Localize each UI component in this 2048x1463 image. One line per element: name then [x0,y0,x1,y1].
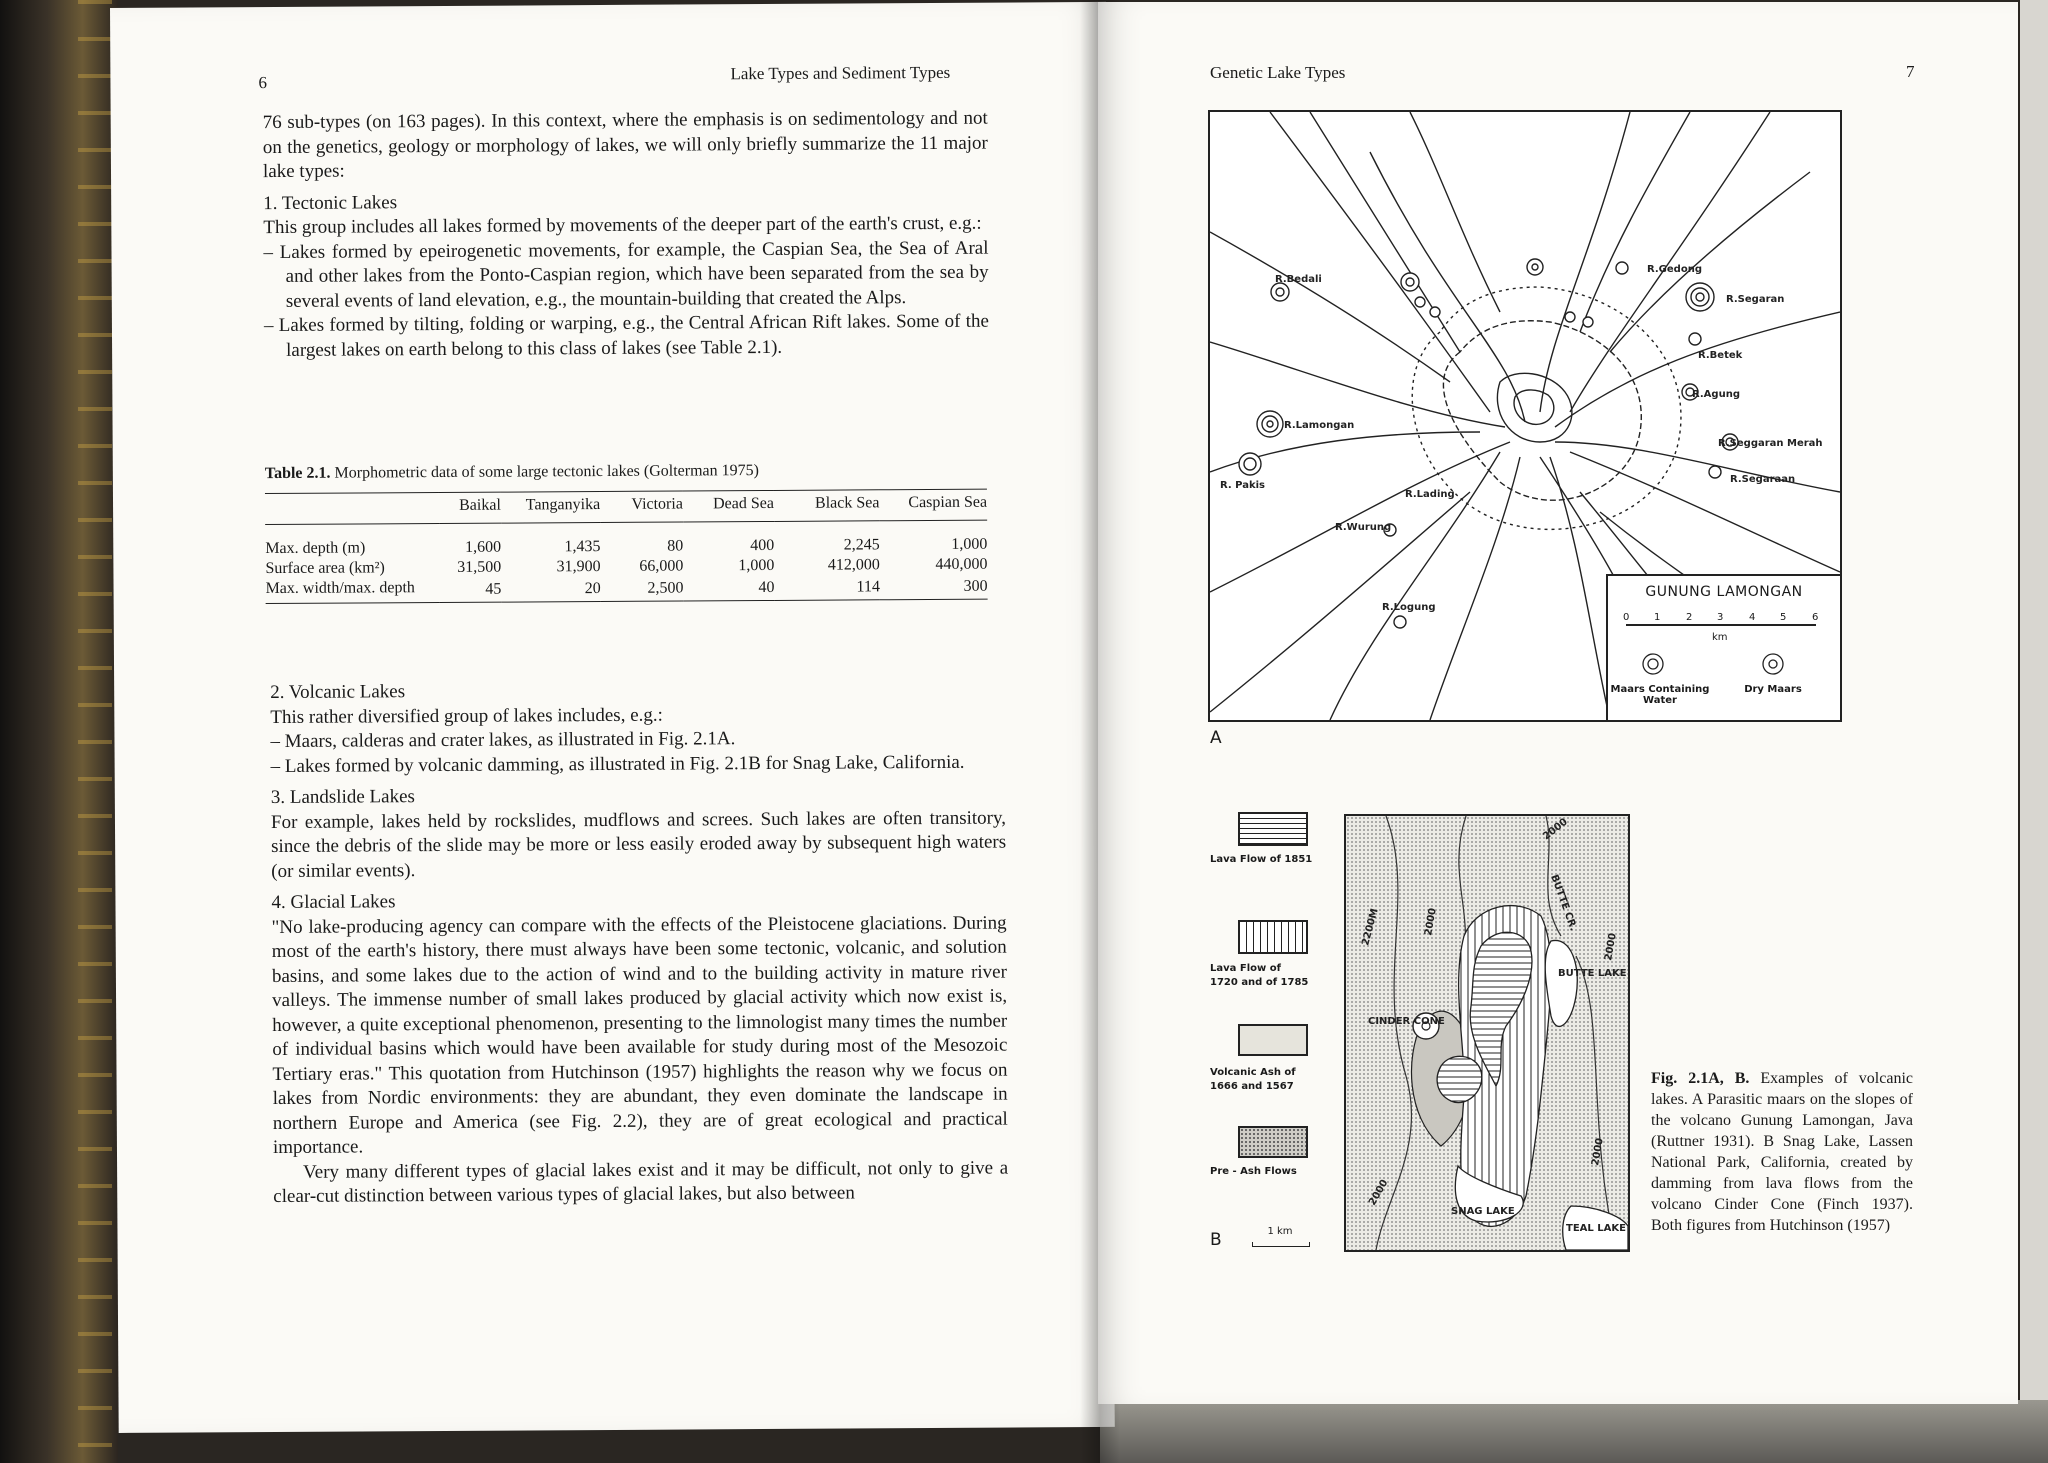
paragraph: This group includes all lakes formed by movements of the deeper part of the earth's crust, e.g.: [263,212,982,239]
table-caption: Table 2.1. Morphometric data of some large tectonic lakes (Golterman 1975) [264,462,759,483]
legend-label: Volcanic Ash of 1666 and 1567 [1210,1067,1296,1092]
list-item: – Lakes formed by tilting, folding or warping, e.g., the Central African Rift lakes. Some of the largest lakes on earth belong to this class of lakes (see Table 2.1). [263,310,989,361]
figure-caption: Fig. 2.1A, B. Examples of volcanic lakes. A Parasitic maars on the slopes of the volcano Gunung Lamongan, Java (Ruttner 1931). B Snag Lake, Lassen National Park, California, created by damming from lava flows from the volcano Cinder Cone (Finch 1937). Both figures from Hutchinson (1957) [1651,1070,1913,1234]
map-label: TEAL LAKE [1566,1223,1626,1234]
map-label: BUTTE LAKE [1558,968,1627,979]
map-label: R.Lading [1405,489,1455,500]
table-row: Surface area (km²) 31,500 31,900 66,000 1,000 412,000 440,000 [265,555,988,578]
map-label: R.Betek [1698,350,1743,361]
page-number: 7 [1906,62,1915,81]
legend-label: Dry Maars [1744,684,1802,695]
map-label: R.Lamongan [1284,420,1355,431]
map-label: BUTTE CR. [1548,873,1579,933]
map-legend [1606,574,1842,722]
contour-label: 2000 [1423,907,1439,937]
map-label: R.Seggaran Merah [1718,438,1823,449]
paragraph: "No lake-producing agency can compare with the effects of the Pleistocene glaciations. During most of the earth's history, there must always have been some tectonic, volcanic, and solution basins, and some lakes due to the action of wind and to the building activity in mature river valleys. The immense number of small lakes produced by glacial activity which now exist is, however, a quite exceptional phenomenon, presenting to the limnologist many times the number of individual basins which would have been available for study during most of the Mesozoic Tertiary eras." This quotation from Hutchinson (1957) highlights the reason why we focus on lakes from Nordic environments: they are abundant, they even dominate the landscape in northern Europe and America (see Fig. 2.2), they are of great ecological and practical importance. [271,912,1008,1159]
list-item: – Maars, calderas and crater lakes, as illustrated in Fig. 2.1A. [270,728,736,753]
text-block-top [263,107,990,363]
page-edge [2020,0,2048,1463]
intro-paragraph: 76 sub-types (on 163 pages). In this context, where the emphasis is on sedimentology and not on the genetics, geology or morphology of lakes, we will only briefly summarize the 11 major lake types: [262,107,988,183]
table-surface [1100,1400,2048,1463]
page-number: 6 [258,73,268,93]
scale-label: 1 km [1267,1226,1293,1237]
legend-label: Pre - Ash Flows [1210,1166,1297,1177]
spine-texture [78,0,112,1463]
paragraph: Very many different types of glacial lakes exist and it may be difficult, not only to give a clear-cut distinction between various types of glacial lakes, but also between [273,1157,1009,1208]
contour-label: 2000 [1603,932,1619,962]
legend-swatch [1238,920,1308,954]
map-label: SNAG LAKE [1451,1206,1515,1217]
map-label: R.Bedali [1275,274,1322,285]
section-heading: 4. Glacial Lakes [271,891,396,914]
legend-swatch [1238,1024,1308,1056]
contour-label: 2000 [1541,816,1570,843]
legend-label: Maars Containing Water [1610,684,1710,706]
map-label: R.Segaraan [1730,474,1796,485]
paragraph: For example, lakes held by rockslides, mudflows and screes. Such lakes are often transitory, since the debris of the slide may be more or less easily eroded away by subsequent high waters (or similar events). [270,807,1007,882]
panel-label: A [1210,728,1222,748]
legend-symbols [1608,646,1840,686]
legend-label: Lava Flow of 1720 and of 1785 [1210,963,1309,988]
list-item: – Lakes formed by epeirogenetic movements, for example, the Caspian Sea, the Sea of Aral and other lakes from the Ponto-Caspian region, which have been separated from the sea by several events of land elevation, e.g., the mountain-building that created the Alps. [263,237,989,312]
map-title: GUNUNG LAMONGAN [1645,584,1803,600]
section-heading: 3. Landslide Lakes [270,786,415,809]
legend-swatch [1238,1126,1308,1158]
snag-lake-drawing [1346,816,1628,1250]
list-item: – Lakes formed by volcanic damming, as illustrated in Fig. 2.1B for Snag Lake, California. [270,751,965,777]
contour-label: 2000 [1590,1137,1606,1167]
map-label: R.Logung [1382,602,1436,613]
map-label: CINDER CONE [1368,1016,1445,1027]
scale-unit: km [1712,632,1728,643]
scale-bar [1252,1242,1310,1247]
morphometric-table [265,489,988,604]
table-2-1 [265,461,996,604]
left-page [110,2,1115,1433]
figure-a-map [1208,110,1842,722]
legend-swatch [1238,812,1308,846]
map-label: R.Segaran [1726,294,1785,305]
figure-b-map [1344,814,1630,1252]
paragraph: This rather diversified group of lakes includes, e.g.: [270,704,663,728]
running-head: Lake Types and Sediment Types [730,62,951,84]
contour-label: 2200M [1360,907,1381,947]
map-label: R.Agung [1692,389,1740,400]
panel-label: B [1210,1230,1222,1250]
table-header-row: Baikal Tanganyika Victoria Dead Sea Black Sea Caspian Sea [265,489,987,524]
contour-label: 2000 [1367,1177,1391,1208]
section-heading: 2. Volcanic Lakes [270,681,406,704]
running-head: Genetic Lake Types [1210,63,1346,82]
right-page [1098,2,2018,1404]
table-row: Max. width/max. depth 45 20 2,500 40 114 300 [265,577,988,598]
map-label: R.Gedong [1647,264,1702,275]
scale-ticks: 0 1 2 3 4 5 6 [1623,612,1819,623]
map-label: R. Pakis [1220,480,1266,491]
table-row: Max. depth (m) 1,600 1,435 80 400 2,245 1,000 [265,535,988,558]
section-heading: 1. Tectonic Lakes [263,191,398,214]
text-block-bottom [270,677,1008,1210]
map-label: R.Wurung [1335,522,1392,533]
legend-label: Lava Flow of 1851 [1210,854,1313,865]
